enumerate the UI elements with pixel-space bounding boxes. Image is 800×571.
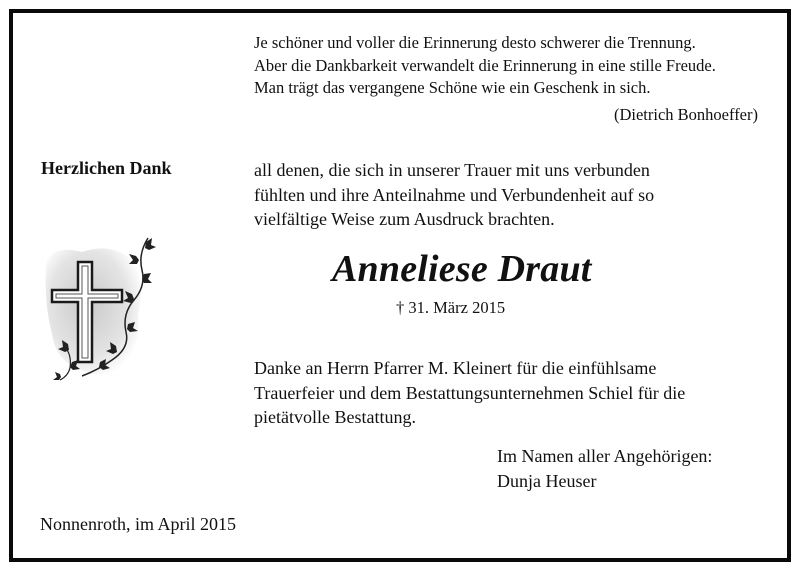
thanks-line: vielfältige Weise zum Ausdruck brachten.: [254, 209, 555, 229]
thanks-line: fühlten und ihre Anteilnahme und Verbundenheit auf so: [254, 184, 655, 205]
danke-line: pietätvolle Bestattung.: [254, 407, 416, 427]
quote: [254, 32, 774, 100]
danke-line: Danke an Herrn Pfarrer M. Kleinert für die einfühlsame: [254, 358, 657, 378]
danke-text: [254, 356, 774, 430]
quote-line: Aber die Dankbarkeit verwandelt die Erinnerung in eine stille Freude.: [254, 55, 716, 75]
heading-herzlichen-dank: Herzlichen Dank: [41, 158, 172, 178]
quote-line: Je schöner und voller die Erinnerung desto schwerer die Trennung.: [254, 33, 696, 52]
cross-with-ivy-icon: [42, 234, 156, 382]
quote-author: (Dietrich Bonhoeffer): [613, 105, 758, 124]
signature: [497, 444, 712, 493]
thanks-line: all denen, die sich in unserer Trauer mit uns verbunden: [254, 160, 650, 180]
quote-line: Man trägt das vergangene Schöne wie ein Geschenk in sich.: [254, 78, 651, 97]
deceased-name: Anneliese Draut: [332, 248, 592, 290]
thanks-text: [254, 158, 754, 232]
signature-line: Im Namen aller Angehörigen:: [497, 446, 713, 466]
signature-name: Dunja Heuser: [497, 470, 597, 491]
death-date: † 31. März 2015: [396, 298, 506, 317]
place-date: Nonnenroth, im April 2015: [40, 514, 236, 534]
danke-line: Trauerfeier und dem Bestattungsunternehmen Schiel für die: [254, 382, 686, 403]
